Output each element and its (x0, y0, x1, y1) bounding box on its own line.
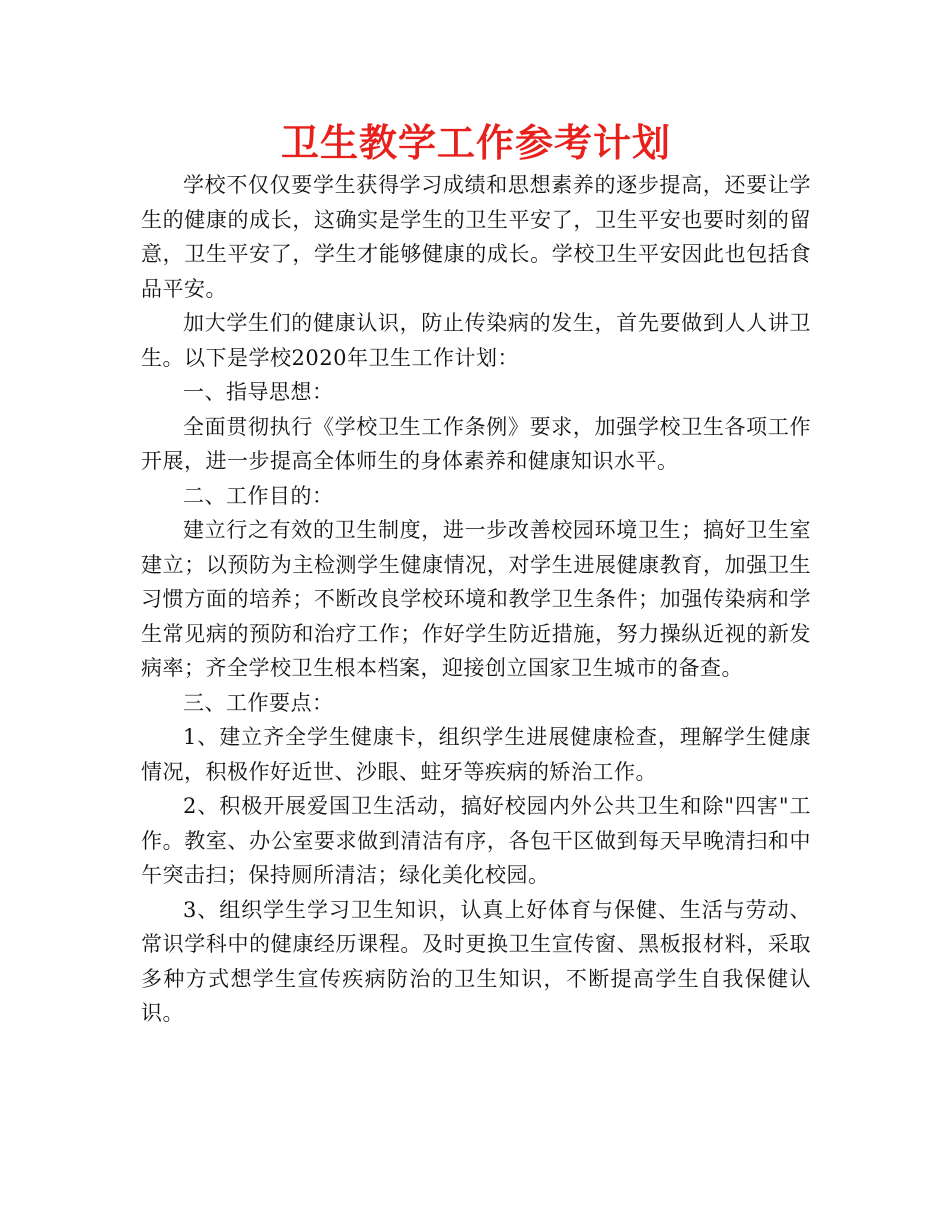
section-heading-work-points: 三、工作要点： (183, 690, 334, 715)
paragraph-work-goals: 建立行之有效的卫生制度，进一步改善校园环境卫生；搞好卫生室建立；以预防为主检测学生健康情况，对学生进展健康教育，加强卫生习惯方面的培养；不断改良学校环境和教学卫生条件；加强传染病和学生常见病的预防和治疗工作；作好学生防近措施，努力操纵近视的新发病率；齐全学校卫生根本档案，迎接创立国家卫生城市的备查。 (141, 518, 811, 680)
paragraph-guiding-thought: 全面贯彻执行《学校卫生工作条例》要求，加强学校卫生各项工作开展，进一步提高全体师生的身体素养和健康知识水平。 (141, 414, 811, 473)
document-body (141, 168, 811, 1031)
section-heading-work-goals: 二、工作目的： (183, 483, 334, 508)
document-title: 卫生教学工作参考计划 (280, 120, 671, 165)
section-heading-guiding-thought: 一、指导思想： (183, 380, 334, 404)
list-item-point-2: 2、积极开展爱国卫生活动，搞好校园内外公共卫生和除"四害"工作。教室、办公室要求做到清洁有序，各包干区做到每天早晚清扫和中午突击扫；保持厕所清洁；绿化美化校园。 (141, 794, 811, 887)
paragraph-plan-lead: 加大学生们的健康认识，防止传染病的发生，首先要做到人人讲卫生。以下是学校2020年卫生工作计划： (141, 311, 811, 370)
paragraph-intro: 学校不仅仅要学生获得学习成绩和思想素养的逐步提高，还要让学生的健康的成长，这确实是学生的卫生平安了，卫生平安也要时刻的留意，卫生平安了，学生才能够健康的成长。学校卫生平安因此也包括食品平安。 (141, 173, 811, 301)
document-page (141, 118, 811, 1031)
list-item-point-3: 3、组织学生学习卫生知识，认真上好体育与保健、生活与劳动、常识学科中的健康经历课程。及时更换卫生宣传窗、黑板报材料，采取多种方式想学生宣传疾病防治的卫生知识，不断提高学生自我保健认识。 (141, 897, 811, 1025)
list-item-point-1: 1、建立齐全学生健康卡，组织学生进展健康检查，理解学生健康情况，积极作好近世、沙眼、蛀牙等疾病的矫治工作。 (141, 725, 811, 784)
